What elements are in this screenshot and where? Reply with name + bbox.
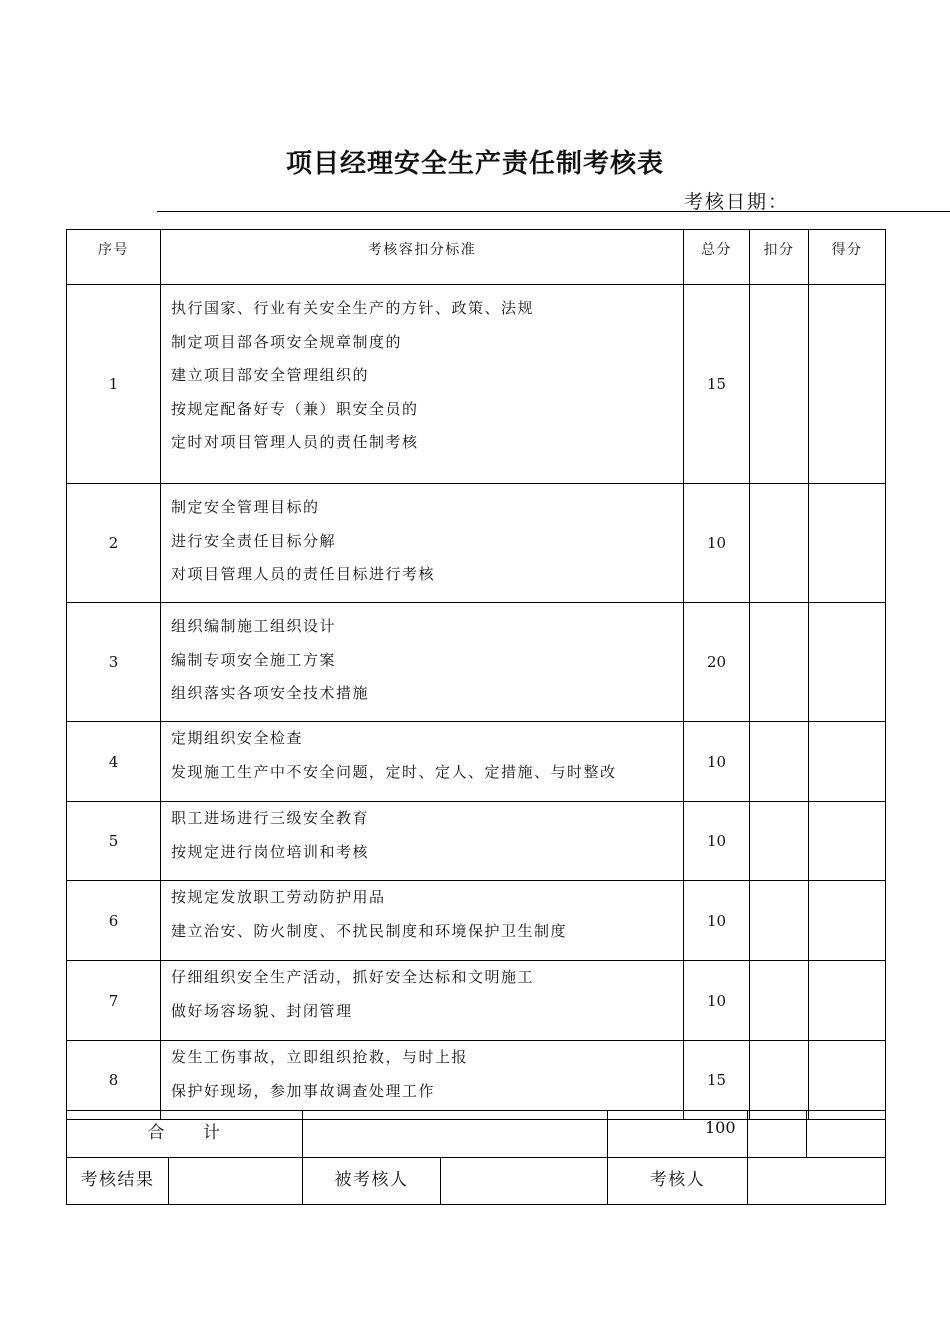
table-row	[67, 881, 886, 961]
criteria-item: 制定安全管理目标的	[171, 498, 320, 516]
sum-total: 100	[608, 1111, 748, 1158]
row-total: 10	[684, 484, 750, 603]
assessor-input-cell[interactable]	[748, 1158, 886, 1205]
row-score-cell[interactable]	[809, 603, 886, 722]
row-criteria	[161, 961, 684, 1041]
table-row	[67, 722, 886, 802]
header-criteria: 考核容扣分标准	[161, 230, 684, 285]
assessor-label: 考核人	[608, 1158, 748, 1205]
header-deduct: 扣分	[750, 230, 809, 285]
row-seq: 7	[67, 961, 161, 1041]
assessee-input-cell[interactable]	[441, 1158, 608, 1205]
row-criteria	[161, 603, 684, 722]
criteria-item: 做好场容场貌、封闭管理	[171, 1001, 353, 1020]
row-deduct-cell[interactable]	[750, 802, 809, 881]
row-criteria	[161, 802, 684, 881]
row-deduct-cell[interactable]	[750, 484, 809, 603]
table-row	[67, 961, 886, 1041]
header-score: 得分	[809, 230, 886, 285]
row-score-cell[interactable]	[809, 802, 886, 881]
row-criteria	[161, 881, 684, 961]
criteria-item: 建立项目部安全管理组织的	[171, 366, 370, 384]
row-score-cell[interactable]	[809, 285, 886, 484]
criteria-item: 仔细组织安全生产活动，抓好安全达标和文明施工	[171, 968, 535, 986]
row-score-cell[interactable]	[809, 961, 886, 1041]
assessee-label: 被考核人	[303, 1158, 441, 1205]
criteria-item: 建立治安、防火制度、不扰民制度和环境保护卫生制度	[171, 921, 568, 940]
criteria-item: 保护好现场，参加事故调查处理工作	[171, 1081, 436, 1100]
assessment-date-label: 考核日期：	[684, 191, 790, 213]
row-deduct-cell[interactable]	[750, 1041, 809, 1120]
criteria-item: 职工进场进行三级安全教育	[171, 809, 370, 827]
sum-score-cell[interactable]	[807, 1111, 886, 1158]
row-score-cell[interactable]	[809, 1041, 886, 1120]
row-total: 10	[684, 961, 750, 1041]
row-criteria	[161, 1041, 684, 1120]
criteria-item: 组织编制施工组织设计	[171, 617, 337, 635]
criteria-item: 编制专项安全施工方案	[171, 650, 337, 669]
result-label: 考核结果	[67, 1158, 169, 1205]
row-criteria	[161, 722, 684, 802]
criteria-item: 发现施工生产中不安全问题，定时、定人、定措施、与时整改	[171, 762, 617, 781]
criteria-item: 进行安全责任目标分解	[171, 531, 337, 550]
row-score-cell[interactable]	[809, 722, 886, 802]
row-deduct-cell[interactable]	[750, 603, 809, 722]
criteria-item: 按规定配备好专（兼）职安全员的	[171, 399, 419, 418]
table-row	[67, 285, 886, 484]
signature-row	[67, 1158, 886, 1205]
row-seq: 4	[67, 722, 161, 802]
criteria-item: 组织落实各项安全技术措施	[171, 684, 370, 702]
header-total: 总分	[684, 230, 750, 285]
row-total: 10	[684, 881, 750, 961]
sum-deduct-cell[interactable]	[748, 1111, 807, 1158]
sum-blank-cell	[303, 1111, 608, 1158]
row-deduct-cell[interactable]	[750, 285, 809, 484]
table-row	[67, 484, 886, 603]
result-input-cell[interactable]	[169, 1158, 303, 1205]
row-seq: 8	[67, 1041, 161, 1120]
criteria-item: 发生工伤事故，立即组织抢救，与时上报	[171, 1048, 469, 1066]
sum-row	[67, 1111, 886, 1158]
assessment-table	[66, 229, 886, 1120]
date-underline	[157, 211, 950, 212]
row-deduct-cell[interactable]	[750, 961, 809, 1041]
table-row	[67, 1041, 886, 1120]
row-criteria	[161, 484, 684, 603]
criteria-item: 定期组织安全检查	[171, 729, 304, 747]
row-total: 20	[684, 603, 750, 722]
page-title: 项目经理安全生产责任制考核表	[285, 149, 664, 179]
row-total: 10	[684, 802, 750, 881]
row-seq: 6	[67, 881, 161, 961]
row-deduct-cell[interactable]	[750, 722, 809, 802]
sum-label: 合 计	[67, 1111, 303, 1158]
criteria-item: 对项目管理人员的责任目标进行考核	[171, 565, 436, 583]
criteria-item: 按规定发放职工劳动防护用品	[171, 888, 386, 906]
row-total: 10	[684, 722, 750, 802]
row-criteria	[161, 285, 684, 484]
summary-table	[66, 1110, 886, 1205]
table-header-row	[67, 230, 886, 285]
criteria-item: 制定项目部各项安全规章制度的	[171, 332, 403, 351]
row-seq: 3	[67, 603, 161, 722]
row-seq: 1	[67, 285, 161, 484]
criteria-item: 定时对项目管理人员的责任制考核	[171, 433, 419, 451]
row-deduct-cell[interactable]	[750, 881, 809, 961]
row-total: 15	[684, 1041, 750, 1120]
header-seq: 序号	[67, 230, 161, 285]
criteria-item: 执行国家、行业有关安全生产的方针、政策、法规	[171, 299, 535, 317]
row-seq: 2	[67, 484, 161, 603]
row-score-cell[interactable]	[809, 881, 886, 961]
table-row	[67, 802, 886, 881]
row-score-cell[interactable]	[809, 484, 886, 603]
row-seq: 5	[67, 802, 161, 881]
criteria-item: 按规定进行岗位培训和考核	[171, 842, 370, 861]
table-row	[67, 603, 886, 722]
row-total: 15	[684, 285, 750, 484]
